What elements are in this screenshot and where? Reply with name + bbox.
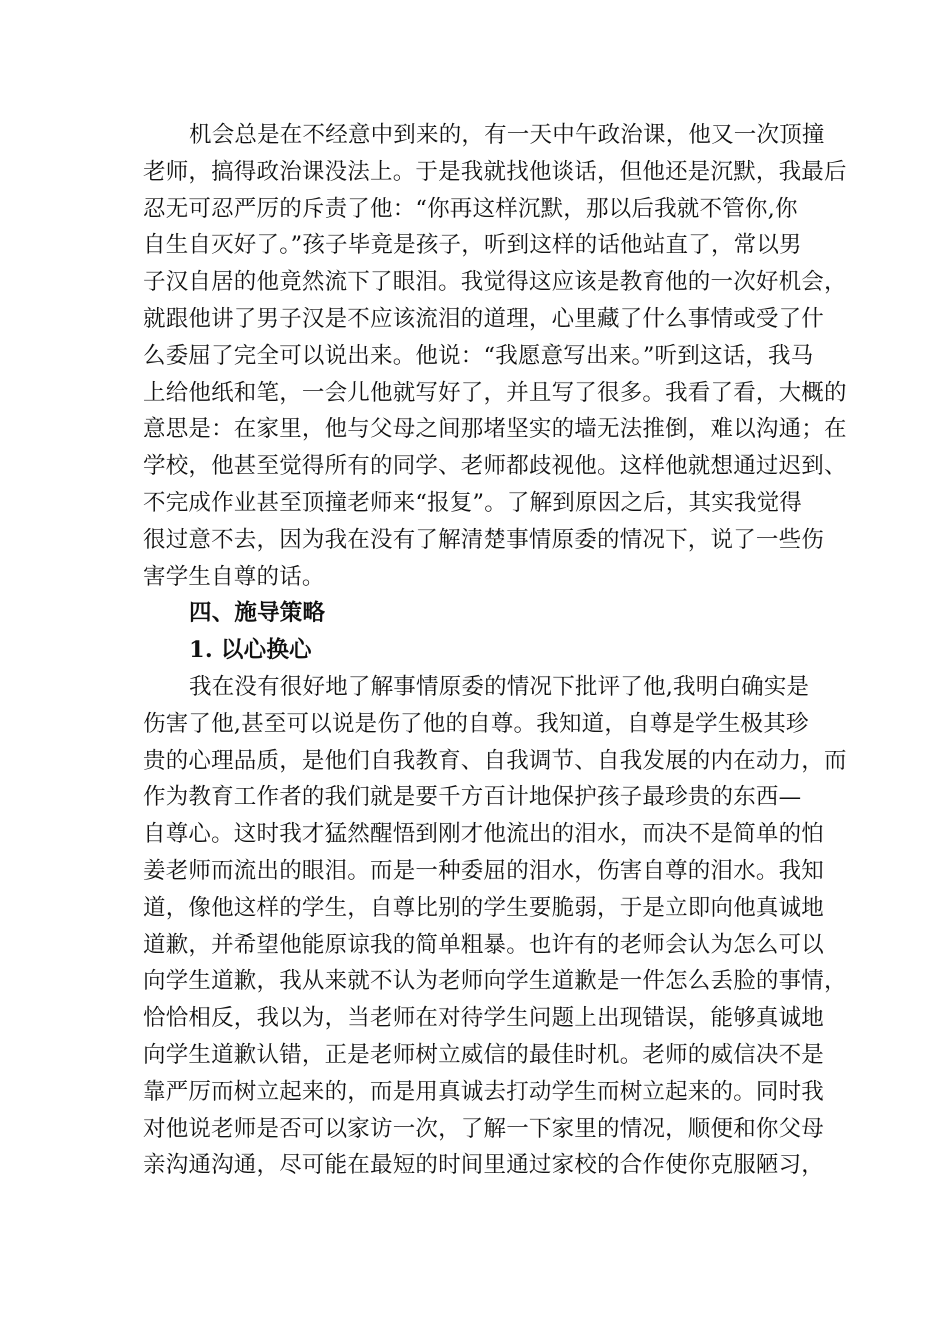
- text-line: 向学生道歉，我从来就不认为老师向学生道歉是一件怎么丢脸的事情，: [143, 968, 847, 995]
- text-line: 自尊心。这时我才猛然醒悟到刚才他流出的泪水，而决不是简单的怕: [143, 821, 825, 848]
- text-line: 作为教育工作者的我们就是要千方百计地保护孩子最珍贵的东西—: [143, 784, 802, 811]
- text-line: 很过意不去，因为我在没有了解清楚事情原委的情况下，说了一些伤: [143, 526, 825, 553]
- text-line: 恰恰相反，我以为，当老师在对待学生问题上出现错误，能够真诚地: [143, 1005, 825, 1032]
- text-line: 意思是：在家里，他与父母之间那堵坚实的墙无法推倒，难以沟通；在: [143, 416, 847, 443]
- text-line: 机会总是在不经意中到来的，有一天中午政治课，他又一次顶撞: [189, 122, 825, 148]
- text-line: 就跟他讲了男子汉是不应该流泪的道理，心里藏了什么事情或受了什: [143, 305, 825, 332]
- text-line: 姜老师而流出的眼泪。而是一种委屈的泪水，伤害自尊的泪水。我知: [143, 857, 825, 884]
- text-line: 我在没有很好地了解事情原委的情况下批评了他,我明白确实是: [189, 673, 810, 700]
- text-line: 学校，他甚至觉得所有的同学、老师都歧视他。这样他就想通过迟到、: [143, 453, 847, 480]
- text-line: 么委屈了完全可以说出来。他说：“我愿意写出来。”听到这话，我马: [143, 342, 814, 369]
- text-line: 伤害了他,甚至可以说是伤了他的自尊。我知道，自尊是学生极其珍: [143, 710, 809, 737]
- text-line: 不完成作业甚至顶撞老师来“报复”。了解到原因之后，其实我觉得: [143, 489, 803, 516]
- text-line: 亲沟通沟通，尽可能在最短的时间里通过家校的合作使你克服陋习，: [143, 1152, 825, 1179]
- text-line: 忍无可忍严厉的斥责了他：“你再这样沉默，那以后我就不管你,你: [143, 195, 798, 222]
- text-line: 害学生自尊的话。: [143, 563, 325, 590]
- text-line: 子汉自居的他竟然流下了眼泪。我觉得这应该是教育他的一次好机会，: [143, 269, 847, 296]
- text-line: 自生自灭好了。”孩子毕竟是孩子，听到这样的话他站直了，常以男: [143, 232, 802, 259]
- subsection-heading: 1. 以心换心: [189, 637, 312, 664]
- text-line: 老师，搞得政治课没法上。于是我就找他谈话，但他还是沉默，我最后: [143, 158, 847, 185]
- text-line: 上给他纸和笔，一会儿他就写好了，并且写了很多。我看了看，大概的: [143, 379, 847, 406]
- text-line: 向学生道歉认错，正是老师树立威信的最佳时机。老师的威信决不是: [143, 1041, 825, 1068]
- section-heading: 四、施导策略: [189, 600, 326, 627]
- text-line: 道歉，并希望他能原谅我的简单粗暴。也许有的老师会认为怎么可以: [143, 931, 825, 958]
- text-line: 贵的心理品质，是他们自我教育、自我调节、自我发展的内在动力，而: [143, 747, 847, 774]
- document-body: [143, 117, 847, 1184]
- text-line: 道，像他这样的学生，自尊比别的学生要脆弱，于是立即向他真诚地: [143, 894, 825, 921]
- text-line: 靠严厉而树立起来的，而是用真诚去打动学生而树立起来的。同时我: [143, 1078, 825, 1105]
- paragraph-heart-for-heart: [143, 669, 847, 1184]
- text-line: 对他说老师是否可以家访一次，了解一下家里的情况，顺便和你父母: [143, 1115, 825, 1142]
- paragraph-opportunity: [143, 117, 847, 595]
